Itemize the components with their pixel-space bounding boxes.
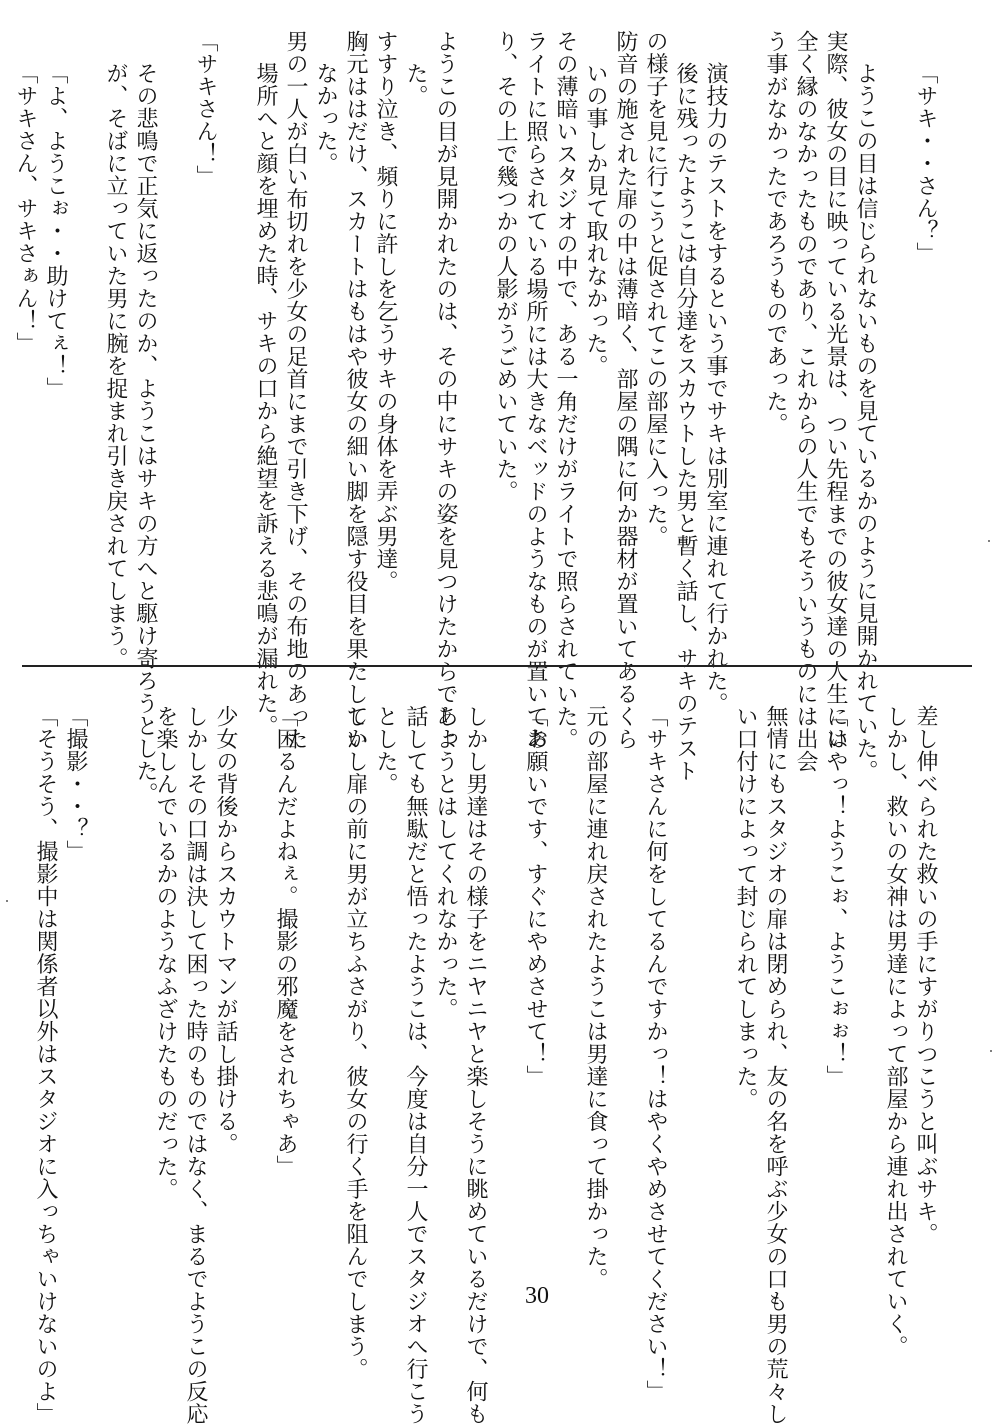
text-column: 「よ、ようこぉ・・助けてぇ！」 — [43, 62, 68, 400]
text-column: が、そばに立っていた男に腕を捉まれ引き戻されてしまう。 — [103, 62, 128, 670]
text-column: 元の部屋に連れ戻されたようこは男達に食って掛かった。 — [583, 705, 608, 1290]
text-column: しかし男達はその様子をニヤニヤと楽しそうに眺めているだけで、何も — [463, 705, 488, 1425]
text-column: 無情にもスタジオの扉は閉められ、友の名を呼ぶ少女の口も男の荒々し — [763, 705, 788, 1425]
text-column: 演技力のテストをするという事でサキは別室に連れて行かれた。 — [703, 62, 728, 715]
text-column: 男の一人が白い布切れを少女の足首にまで引き下げ、その布地のあった — [283, 30, 308, 750]
text-column: ようこの目は信じられないものを見ているかのように見開かれていた。 — [853, 62, 878, 782]
text-column: とした。 — [373, 705, 398, 795]
text-column: すすり泣き、頻りに許しを乞うサキの身体を弄ぶ男達。 — [373, 30, 398, 593]
scan-speck — [988, 540, 990, 542]
scan-speck — [6, 900, 8, 902]
text-column: 「そうそう、撮影中は関係者以外はスタジオに入っちゃいけないのよ」 — [33, 705, 58, 1425]
text-column: う事がなかったであろうものであった。 — [763, 30, 788, 435]
text-column: 「お願いです、すぐにやめさせて！」 — [523, 705, 548, 1088]
text-column: 後に残ったようこは自分達をスカウトした男と暫く話し、サキのテスト — [673, 62, 698, 782]
text-column: 話しても無駄だと悟ったようこは、今度は自分一人でスタジオへ行こう — [403, 705, 428, 1425]
text-column: ようこの目が見開かれたのは、その中にサキの姿を見つけたからであっ — [433, 30, 458, 750]
text-column: 「サキさん！」 — [193, 30, 218, 188]
text-column: しかし、救いの女神は男達によって部屋から連れ出されていく。 — [883, 705, 908, 1358]
text-column: その薄暗いスタジオの中で、ある一角だけがライトで照らされていた。 — [553, 30, 578, 750]
text-column: 場所へと顔を埋めた時、サキの口から絶望を訴える悲鳴が漏れた。 — [253, 62, 278, 737]
text-column: いの事しか見て取れなかった。 — [583, 62, 608, 377]
text-column: り、その上で幾つかの人影がうごめいていた。 — [493, 30, 518, 503]
text-column: 「撮影・・？」 — [63, 705, 88, 863]
text-column: を楽しんでいるかのようなふざけたものだった。 — [153, 705, 178, 1200]
text-column: その悲鳴で正気に返ったのか、ようこはサキの方へと駆け寄ろうとした。 — [133, 62, 158, 805]
text-column: の様子を見に行こうと促されてこの部屋に入った。 — [643, 30, 668, 548]
text-column: た。 — [403, 62, 428, 107]
text-column: 「いやっ！ようこぉ、ようこぉぉ！」 — [823, 705, 848, 1088]
lower-text-block — [0, 665, 1000, 1425]
text-column: ライトに照らされている場所には大きなベッドのようなものが置いてあ — [523, 30, 548, 750]
text-column: 少女の背後からスカウトマンが話し掛ける。 — [213, 705, 238, 1155]
text-column: 差し伸べられた救いの手にすがりつこうと叫ぶサキ。 — [913, 705, 938, 1245]
text-column: い口付けによって封じられてしまった。 — [733, 705, 758, 1110]
text-column: なかった。 — [313, 62, 338, 175]
page-number: 30 — [525, 1283, 549, 1309]
text-column: 「サキさん、サキさぁん！」 — [13, 62, 38, 355]
text-column: しようとはしてくれなかった。 — [433, 705, 458, 1020]
scan-speck — [990, 1050, 992, 1052]
text-column: 防音の施された扉の中は薄暗く、部屋の隅に何か器材が置いてあるくら — [613, 30, 638, 750]
text-column: 実際、彼女の目に映っている光景は、つい先程までの彼女達の人生には — [823, 30, 848, 750]
text-column: 「困るんだよねぇ。撮影の邪魔をされちゃあ」 — [273, 705, 298, 1178]
text-column: 「サキ・・さん？」 — [913, 62, 938, 265]
text-column: しかし扉の前に男が立ちふさがり、彼女の行く手を阻んでしまう。 — [343, 705, 368, 1380]
text-column: しかしその口調は決して困った時のものではなく、まるでようこの反応 — [183, 705, 208, 1425]
text-column: 「サキさんに何をしてるんですかっ！はやくやめさせてください！」 — [643, 705, 668, 1403]
text-column: 胸元ははだけ、スカートはもはや彼女の細い脚を隠す役目を果たしてい — [343, 30, 368, 750]
text-column: 全く縁のなかったものであり、これからの人生でもそういうものには出会 — [793, 30, 818, 773]
